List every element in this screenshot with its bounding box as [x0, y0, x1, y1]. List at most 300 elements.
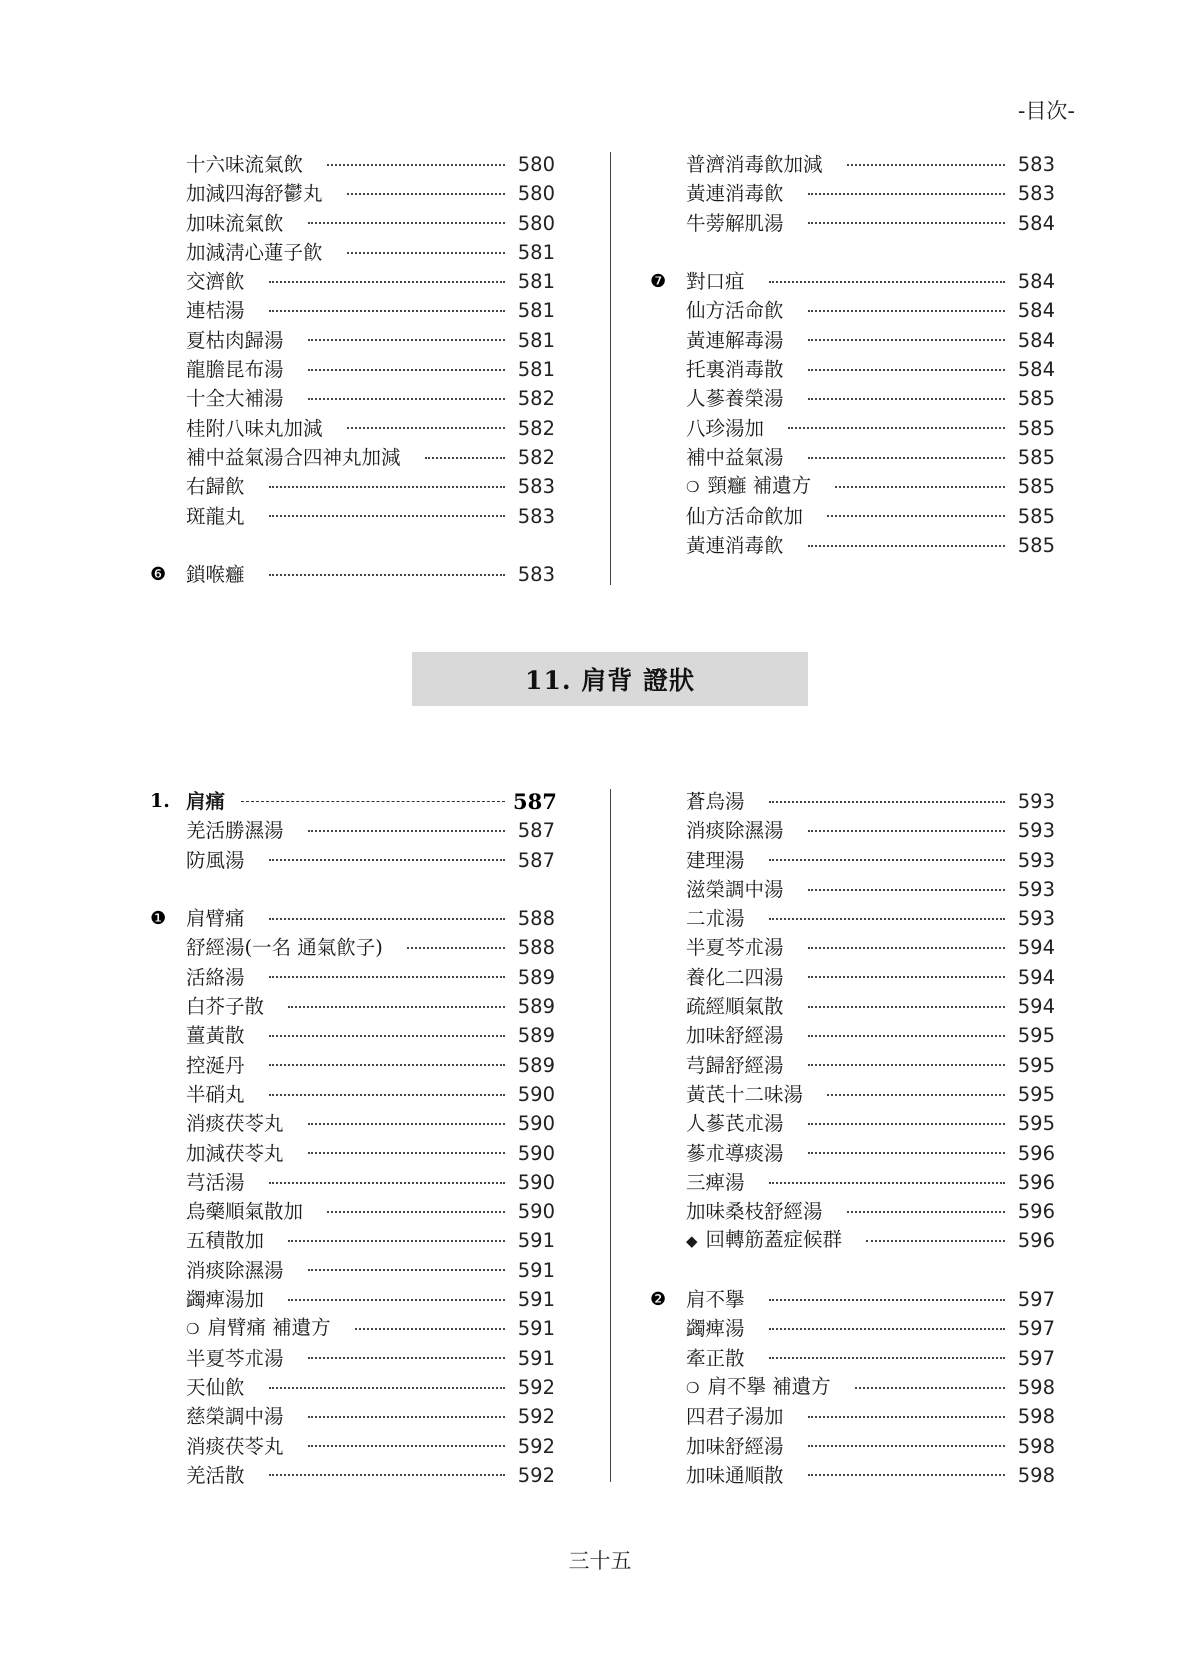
entry-label [186, 472, 245, 501]
toc-entry [650, 846, 1055, 875]
entry-title: 五積散加 [186, 1229, 265, 1253]
dot-leader [288, 1299, 505, 1301]
page-ref: 585 [1017, 533, 1055, 557]
entry-title: 加味舒經湯 [686, 1024, 784, 1048]
entry-label [686, 471, 811, 502]
toc-entry [150, 384, 555, 413]
toc-entry [650, 1051, 1055, 1080]
toc-entry [650, 816, 1055, 845]
toc-entry [150, 150, 555, 179]
entry-label [186, 1168, 245, 1197]
toc-entry [150, 414, 555, 443]
diamond-bullet-icon: ◆ [686, 1232, 698, 1251]
entry-title: 半夏芩朮湯 [186, 1346, 284, 1370]
page-number: 三十五 [568, 1549, 632, 1573]
dot-leader [327, 164, 505, 166]
entry-label [686, 1314, 745, 1343]
entry-label [186, 1080, 245, 1109]
toc-entry [650, 1344, 1055, 1373]
dot-leader [269, 486, 505, 488]
toc-entry [650, 179, 1055, 208]
page-ref: 583 [517, 475, 555, 499]
entry-label [186, 933, 383, 962]
page-ref: 583 [517, 504, 555, 528]
page-ref: 581 [517, 328, 555, 352]
entry-title: 十六味流氣飲 [186, 153, 304, 176]
entry-title: 養化二四湯 [686, 965, 784, 989]
toc-entry [150, 560, 555, 589]
entry-label [186, 443, 401, 472]
section-marker: ❻ [150, 564, 167, 586]
page-ref: 583 [1017, 153, 1055, 176]
dot-leader [808, 1152, 1005, 1154]
page-ref: 583 [1017, 182, 1055, 206]
entry-title: 桂附八味丸加減 [186, 416, 323, 440]
page-ref: 595 [1017, 1024, 1055, 1048]
dot-leader [808, 193, 1005, 195]
entry-label [186, 179, 323, 208]
dot-leader [808, 889, 1005, 891]
entry-title: 消痰茯苓丸 [186, 1434, 284, 1458]
entry-title: 牽正散 [686, 1346, 745, 1370]
toc-entry [650, 904, 1055, 933]
toc-entry [650, 1021, 1055, 1050]
entry-title: 龍膽昆布湯 [186, 358, 284, 382]
page-ref: 597 [1017, 1346, 1055, 1370]
entry-label [686, 1402, 784, 1431]
dot-leader [808, 457, 1005, 459]
page-ref: 593 [1017, 877, 1055, 901]
page-ref: 581 [517, 358, 555, 382]
page-ref: 591 [517, 1258, 555, 1282]
page-ref: 597 [1017, 1288, 1055, 1312]
entry-title: 加味通順散 [686, 1463, 784, 1487]
entry-label [186, 1344, 284, 1373]
toc-entry [650, 150, 1055, 179]
page-ref: 590 [517, 1170, 555, 1194]
page-ref: 585 [1017, 504, 1055, 528]
entry-title: 羌活勝濕湯 [186, 819, 284, 843]
page-ref: 584 [1017, 299, 1055, 323]
entry-title: 三痺湯 [686, 1170, 745, 1194]
entry-label [186, 904, 245, 933]
toc-entry [650, 414, 1055, 443]
entry-title: 頸癰 補遺方 [707, 474, 812, 498]
toc-entry [650, 787, 1055, 816]
entry-title: 斑龍丸 [186, 504, 245, 528]
entry-title: 半夏芩朮湯 [686, 936, 784, 960]
page-ref: 584 [1017, 358, 1055, 382]
page-ref: 583 [517, 563, 555, 587]
page-ref: 584 [1017, 328, 1055, 352]
page-ref: 598 [1017, 1463, 1055, 1487]
entry-label [686, 1432, 784, 1461]
entry-label [686, 179, 784, 208]
dot-leader [866, 1240, 1005, 1242]
entry-label [186, 1109, 284, 1138]
toc-entry [150, 963, 555, 992]
toc-entry [150, 296, 555, 325]
page-ref: 594 [1017, 995, 1055, 1019]
page-ref: 587 [517, 848, 555, 872]
entry-title: 普濟消毒飮加減 [686, 153, 823, 176]
page-ref: 590 [517, 1112, 555, 1136]
page-ref: 580 [517, 211, 555, 235]
entry-label [686, 1344, 745, 1373]
page-ref: 598 [1017, 1405, 1055, 1429]
dot-leader [288, 1006, 505, 1008]
entry-label [186, 963, 245, 992]
entry-label [686, 355, 784, 384]
entry-title: 白芥子散 [186, 995, 265, 1019]
toc-entry [150, 1226, 555, 1255]
dot-leader [808, 545, 1005, 547]
entry-title: 加減茯苓丸 [186, 1141, 284, 1165]
dot-leader [308, 1445, 505, 1447]
entry-label [686, 1168, 745, 1197]
section-marker: ❷ [650, 1289, 667, 1311]
entry-label [686, 1109, 784, 1138]
entry-title: 羌活散 [186, 1463, 245, 1487]
page-ref: 589 [517, 965, 555, 989]
entry-label [686, 267, 745, 296]
toc-entry [150, 1461, 555, 1490]
dot-leader [808, 1035, 1005, 1037]
entry-label [186, 1197, 303, 1226]
toc-entry [650, 1402, 1055, 1431]
page-ref: 591 [517, 1346, 555, 1370]
entry-label [186, 267, 245, 296]
dot-leader [835, 486, 1005, 488]
entry-title: 滋榮調中湯 [686, 877, 784, 901]
entry-title: 加味舒經湯 [686, 1434, 784, 1458]
entry-label [686, 531, 784, 560]
entry-title: 薑黃散 [186, 1024, 245, 1048]
entry-label [686, 1285, 745, 1314]
dot-leader [847, 164, 1005, 166]
circle-bullet-icon: ❍ [686, 1378, 700, 1397]
entry-label [186, 355, 284, 384]
dot-leader [269, 1035, 505, 1037]
page-ref: 592 [517, 1375, 555, 1399]
entry-title: 二朮湯 [686, 907, 745, 931]
page-ref: 591 [517, 1317, 555, 1341]
dot-leader [308, 369, 505, 371]
toc-entry [150, 472, 555, 501]
dot-leader [327, 1211, 505, 1213]
entry-label [186, 1139, 284, 1168]
entry-label [686, 414, 764, 443]
toc-entry [150, 1285, 555, 1314]
dot-leader [808, 1064, 1005, 1066]
toc-entry [150, 1080, 555, 1109]
page-ref: 593 [1017, 907, 1055, 931]
toc-entry [150, 1197, 555, 1226]
entry-label [186, 1461, 245, 1490]
toc-entry [150, 787, 555, 816]
page-ref: 588 [517, 936, 555, 960]
toc-entry [150, 1402, 555, 1431]
entry-title: 消痰除濕湯 [686, 819, 784, 843]
dot-leader [269, 281, 505, 283]
toc-entry [150, 1139, 555, 1168]
entry-title: 仙方活命飮加 [686, 504, 804, 528]
toc-entry [650, 1285, 1055, 1314]
page-ref: 581 [517, 299, 555, 323]
entry-title: 連桔湯 [186, 299, 245, 323]
page-ref: 589 [517, 995, 555, 1019]
dot-leader [769, 918, 1005, 920]
dot-leader [808, 1123, 1005, 1125]
entry-title: 芎歸舒經湯 [686, 1053, 784, 1077]
page-ref: 591 [517, 1288, 555, 1312]
toc-entry [150, 1051, 555, 1080]
dot-leader [808, 830, 1005, 832]
dot-leader [808, 222, 1005, 224]
dot-leader [308, 339, 505, 341]
entry-title: 舒經湯(一名 通氣飮子) [186, 936, 383, 960]
dot-leader [769, 1357, 1005, 1359]
toc-entry [650, 1373, 1055, 1402]
entry-title: 肩痛 [186, 790, 226, 813]
dot-leader [308, 398, 505, 400]
page-ref: 595 [1017, 1112, 1055, 1136]
entry-title: 夏枯肉歸湯 [186, 328, 284, 352]
toc-entry [150, 502, 555, 531]
entry-label [186, 560, 245, 589]
entry-title: 控涎丹 [186, 1053, 245, 1077]
entry-title: 黃連解毒湯 [686, 328, 784, 352]
entry-label [686, 1051, 784, 1080]
entry-label [686, 1372, 831, 1403]
entry-label [186, 150, 303, 179]
dot-leader [769, 1299, 1005, 1301]
entry-label [686, 1080, 803, 1109]
entry-title: 交濟飮 [186, 270, 245, 294]
toc-entry [650, 1226, 1055, 1255]
toc-entry [650, 1109, 1055, 1138]
page-ref: 594 [1017, 936, 1055, 960]
toc-entry [650, 502, 1055, 531]
running-head: -目次- [1017, 99, 1075, 123]
page-ref: 598 [1017, 1434, 1055, 1458]
entry-title: 肩臂痛 [186, 907, 245, 931]
page-ref: 591 [517, 1229, 555, 1253]
entry-label [686, 875, 784, 904]
page-ref: 587 [513, 789, 557, 814]
entry-title: 十全大補湯 [186, 387, 284, 411]
page-ref: 593 [1017, 819, 1055, 843]
entry-label [686, 1139, 784, 1168]
page-ref: 592 [517, 1405, 555, 1429]
page-ref: 593 [1017, 848, 1055, 872]
entry-title: 芎活湯 [186, 1170, 245, 1194]
toc-entry [150, 209, 555, 238]
toc-entry [150, 1021, 555, 1050]
dot-leader [288, 1240, 505, 1242]
page-ref: 593 [1017, 790, 1055, 813]
toc-entry [650, 209, 1055, 238]
entry-label [686, 846, 745, 875]
dot-leader [308, 1357, 505, 1359]
toc-entry [150, 443, 555, 472]
section-marker: ❼ [650, 271, 667, 293]
entry-title: 仙方活命飮 [686, 299, 784, 323]
entry-label [686, 384, 784, 413]
entry-title: 四君子湯加 [686, 1405, 784, 1429]
entry-label [686, 816, 784, 845]
toc-entry [150, 846, 555, 875]
entry-label [686, 150, 823, 179]
toc-entry [650, 326, 1055, 355]
entry-title: 牛蒡解肌湯 [686, 211, 784, 235]
page-ref: 582 [517, 416, 555, 440]
chapter-number: 1. [150, 790, 170, 812]
entry-title: 消痰茯苓丸 [186, 1112, 284, 1136]
dot-leader [347, 193, 505, 195]
toc-entry [150, 179, 555, 208]
toc-entry [650, 963, 1055, 992]
entry-label [686, 209, 784, 238]
page-ref: 580 [517, 182, 555, 206]
toc-entry [150, 933, 555, 962]
dot-leader [269, 574, 505, 576]
page-ref: 582 [517, 445, 555, 469]
dot-leader [808, 1445, 1005, 1447]
page-ref: 595 [1017, 1053, 1055, 1077]
page-ref: 585 [1017, 387, 1055, 411]
entry-title: 活絡湯 [186, 965, 245, 989]
entry-title: 黃連消毒飮 [686, 182, 784, 206]
toc-entry [650, 1139, 1055, 1168]
entry-label [186, 502, 245, 531]
entry-title: 建理湯 [686, 848, 745, 872]
dot-leader [407, 947, 505, 949]
entry-title: 加味桑枝舒經湯 [686, 1200, 823, 1224]
dot-leader [769, 1182, 1005, 1184]
page-ref: 585 [1017, 475, 1055, 499]
toc-entry [150, 1314, 555, 1343]
entry-title: 加味流氣飲 [186, 211, 284, 235]
page-ref: 580 [517, 153, 555, 176]
toc-entry [650, 1168, 1055, 1197]
page-ref: 590 [517, 1082, 555, 1106]
entry-label [186, 209, 284, 238]
entry-label [686, 1197, 823, 1226]
toc-entry [650, 531, 1055, 560]
entry-title: 蔘朮導痰湯 [686, 1141, 784, 1165]
toc-entry [150, 238, 555, 267]
entry-label [186, 1402, 284, 1431]
dot-leader [308, 1269, 505, 1271]
page-ref: 585 [1017, 445, 1055, 469]
toc-entry [150, 992, 555, 1021]
circle-bullet-icon: ❍ [686, 478, 700, 497]
entry-title: 黃連消毒飮 [686, 533, 784, 557]
dot-leader [308, 830, 505, 832]
page-ref: 596 [1017, 1229, 1055, 1253]
entry-title: 人蔘芪朮湯 [686, 1112, 784, 1136]
entry-title: 蒼烏湯 [686, 790, 745, 813]
entry-label [686, 1461, 784, 1490]
toc-entry [650, 1314, 1055, 1343]
entry-title: 加減四海舒鬱丸 [186, 182, 323, 206]
toc-entry [150, 1168, 555, 1197]
entry-label [686, 963, 784, 992]
section-marker: ❶ [150, 908, 167, 930]
entry-title: 蠲痺湯 [686, 1317, 745, 1341]
toc-entry [650, 875, 1055, 904]
entry-title: 托裏消毒散 [686, 358, 784, 382]
entry-label [186, 238, 323, 267]
toc-entry [650, 384, 1055, 413]
dot-leader [308, 1123, 505, 1125]
entry-title: 黃芪十二味湯 [686, 1082, 804, 1106]
dot-leader [827, 1094, 1005, 1096]
toc-entry [650, 933, 1055, 962]
column-divider [610, 789, 611, 1482]
dot-leader [769, 801, 1005, 803]
toc-entry [650, 1080, 1055, 1109]
entry-label [186, 846, 245, 875]
entry-title: 肩臂痛 補遺方 [207, 1316, 331, 1340]
dot-leader [269, 515, 505, 517]
entry-label [186, 296, 245, 325]
entry-label [686, 296, 784, 325]
circle-bullet-icon: ❍ [186, 1320, 200, 1339]
page-ref: 595 [1017, 1082, 1055, 1106]
dot-leader [347, 252, 505, 254]
toc-column-right [650, 787, 1055, 1490]
entry-title: 蠲痺湯加 [186, 1288, 265, 1312]
page-ref: 584 [1017, 270, 1055, 294]
entry-label [686, 502, 803, 531]
toc-entry [150, 1109, 555, 1138]
entry-title: 鎖喉癰 [186, 563, 245, 587]
dot-leader [347, 427, 505, 429]
entry-label [186, 326, 284, 355]
entry-title: 回轉筋蓋症候群 [705, 1228, 843, 1252]
entry-label [186, 816, 284, 845]
entry-label [686, 1225, 842, 1256]
dot-leader [269, 1182, 505, 1184]
entry-title: 半硝丸 [186, 1082, 245, 1106]
page-ref: 594 [1017, 965, 1055, 989]
entry-label [686, 1021, 784, 1050]
dot-leader [269, 976, 505, 978]
entry-label [686, 933, 784, 962]
page-ref: 589 [517, 1053, 555, 1077]
dot-leader [827, 515, 1005, 517]
dot-leader [808, 339, 1005, 341]
dot-leader [425, 457, 505, 459]
toc-entry [150, 1432, 555, 1461]
page-ref: 592 [517, 1463, 555, 1487]
dot-leader [808, 310, 1005, 312]
entry-label [186, 1313, 331, 1344]
entry-label [686, 443, 784, 472]
entry-label [186, 1226, 264, 1255]
entry-title: 肩不擧 [686, 1288, 745, 1312]
column-divider [610, 152, 611, 585]
toc-entry [650, 443, 1055, 472]
dot-leader [269, 1387, 505, 1389]
toc-entry [150, 1344, 555, 1373]
dot-leader [269, 859, 505, 861]
dot-leader [808, 1416, 1005, 1418]
dot-leader [808, 947, 1005, 949]
page-ref: 589 [517, 1024, 555, 1048]
